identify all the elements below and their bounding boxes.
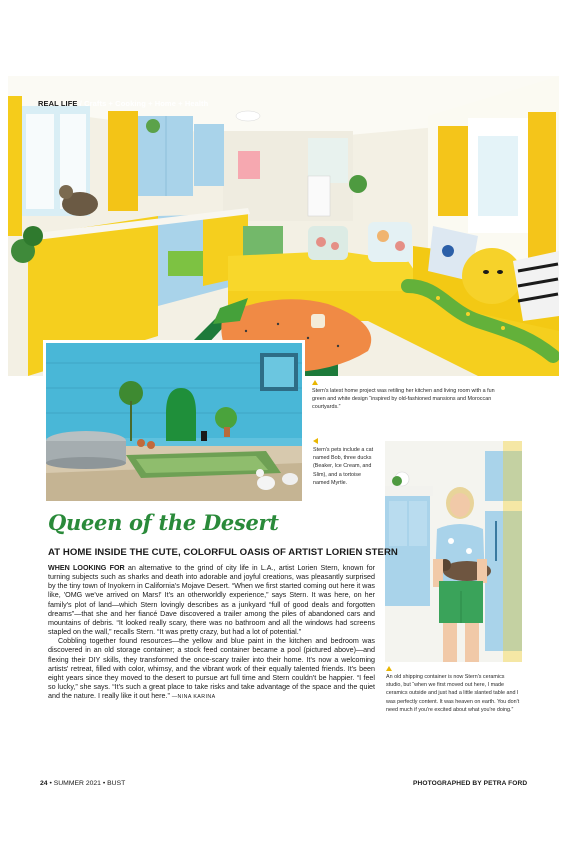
article-byline: —NINA KARINA	[171, 694, 216, 701]
article-paragraph	[48, 564, 375, 637]
article-paragraph-2-text: Cobbling together found resources—the yellow and blue paint in the kitchen and bedroom was discovered in an old storage container; a stock feed container became a pool (pictured above)—and flexing their DIY skills, they transformed the once-scary trailer into their home. It's now a welcoming artists' retreat, filled with color, whimsy, and the vibrant work of their equally talented friends. It's been eight years since they moved to the desert to pursue art full time and Stern couldn't be happier. “I feel so lucky,” she says. “It's such a great place to take risks and take advantage of the space and the quiet and the nature. I really like it out here.”	[48, 637, 375, 701]
caption-main-text: Stern's latest home project was retiling her kitchen and living room with a fun green and white design “inspired by old-fashioned mansions and Moroccan courtyards.”	[312, 388, 495, 411]
patio-illustration	[46, 343, 302, 501]
issue-date: SUMMER 2021	[53, 780, 101, 787]
article-body	[48, 564, 375, 702]
caption-studio-text: An old shipping container is now Stern's ceramics studio, but “when we first moved out here, I made ceramics outside and just had a little slanted table and I was perfectly content. It was heaven on earth. You don't need much if you're excited about what you're doing.”	[386, 674, 520, 713]
article-subhead: AT HOME INSIDE THE CUTE, COLORFUL OASIS OF ARTIST LORIEN STERN	[48, 547, 398, 558]
caption-main-photo	[312, 380, 502, 412]
inset-photo-patio	[43, 340, 305, 504]
living-room-illustration	[8, 76, 559, 376]
caption-pets	[313, 438, 377, 487]
article-lead-in: WHEN LOOKING FOR	[48, 564, 125, 572]
footer-separator: •	[102, 780, 106, 787]
caption-arrow-up-icon	[386, 666, 392, 671]
caption-studio	[386, 666, 521, 714]
inset-photo-studio	[385, 441, 522, 662]
section-subcategories: / Crafts + Cooking + Home + Health	[77, 99, 209, 108]
article-headline: Queen of the Desert	[48, 510, 279, 535]
studio-illustration	[385, 441, 522, 662]
caption-pets-text: Stern's pets include a cat named Bob, three ducks (Beaker, Ice Cream, and Slim), and a tortoise named Myrtle.	[313, 447, 374, 486]
page-footer-folio	[40, 780, 125, 787]
section-category: REAL LIFE	[38, 99, 78, 108]
section-label	[38, 99, 208, 108]
article-paragraph-1-text: an alternative to the grind of city life in L.A., artist Lorien Stern, known for turning subjects such as sharks and death into adorable and joyful creations, was pleasantly surprised by the tiny town of Inyokern in California's Mojave Desert. “When we first started coming out here it was like, 'OMG we've arrived on Mars!' It's an otherworldly experience,” says Stern. It was here, on her family's plot of land—which Stern lovingly describes as a junkyard “full of good deals and forgotten dreams”—that she and her fiancé Dave discovered a trailer among the piles of abandoned cars and mountains of debris. “It looked really scary, there was no bathroom and all the windows had screens stapled on the wall,” recalls Stern. “It was pretty crazy, but had a lot of potential.”	[48, 564, 375, 637]
magazine-name: BUST	[107, 780, 126, 787]
caption-arrow-left-icon	[313, 438, 318, 444]
main-photo-living-room	[8, 76, 559, 376]
caption-arrow-up-icon	[312, 380, 318, 385]
footer-separator: •	[49, 780, 52, 787]
page-number: 24	[40, 780, 48, 787]
photo-credit: PHOTOGRAPHED BY PETRA FORD	[413, 780, 528, 787]
article-paragraph	[48, 637, 375, 702]
